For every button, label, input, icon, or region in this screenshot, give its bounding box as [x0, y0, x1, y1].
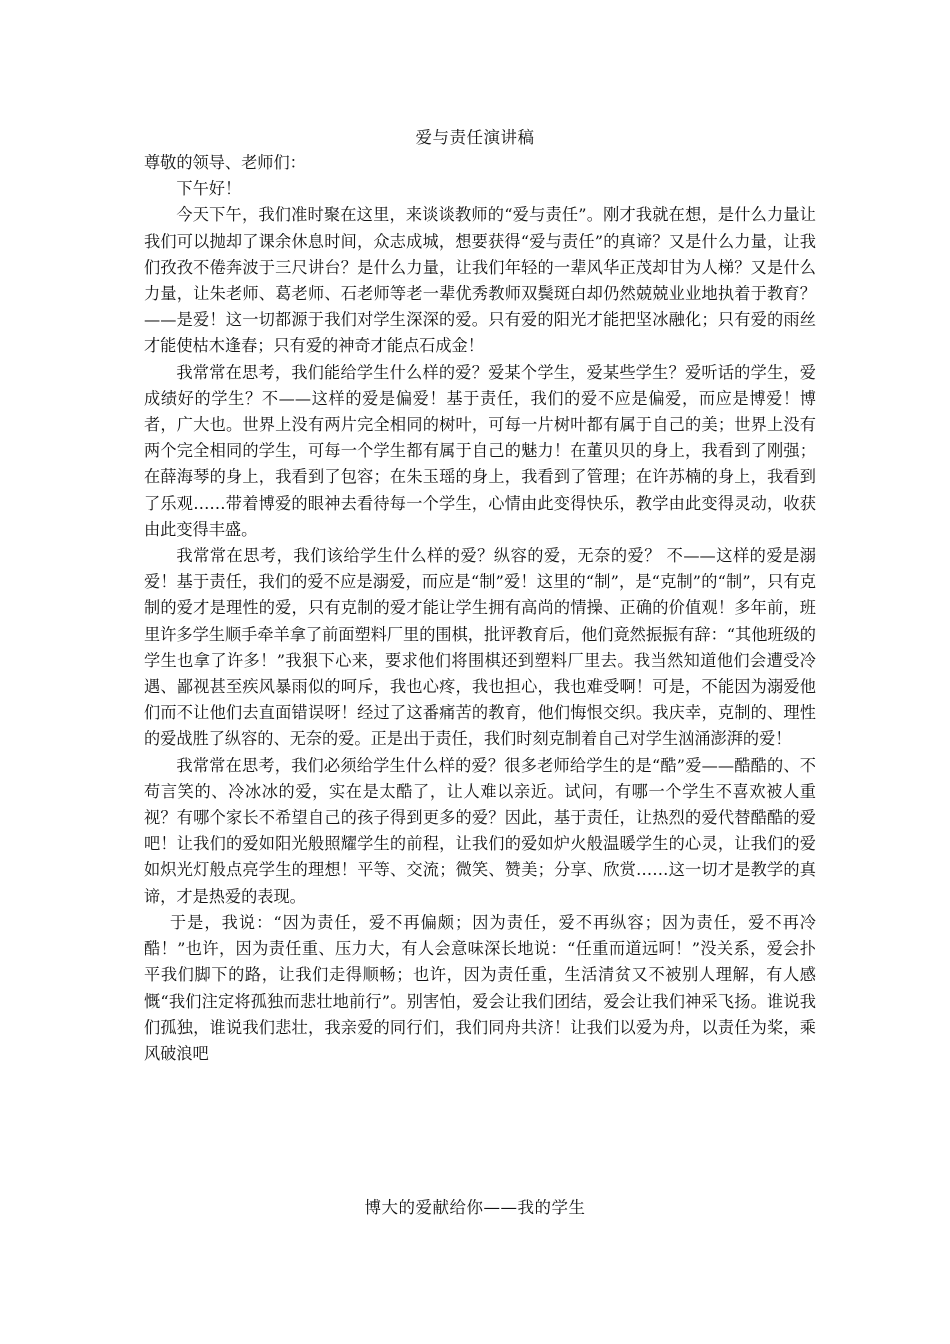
paragraph-2: 我常常在思考，我们能给学生什么样的爱？爱某个学生，爱某些学生？爱听话的学生，爱成绩好的学生？不——这样的爱是偏爱！基于责任，我们的爱不应是偏爱，而应是博爱！博者，广大也。世界上没有两片完全相同的树叶，可每一片树叶都有属于自己的美；世界上没有两个完全相同的学生，可每一个学生都有属于自己的魅力！在董贝贝的身上，我看到了刚强；在薛海琴的身上，我看到了包容；在朱玉瑶的身上，我看到了管理；在许苏楠的身上，我看到了乐观……带着博爱的眼神去看待每一个学生，心情由此变得快乐，教学由此变得灵动，收获由此变得丰盛。: [144, 362, 816, 539]
paragraph-5: 于是，我说：“因为责任，爱不再偏颇；因为责任，爱不再纵容；因为责任，爱不再冷酷！”也许，因为责任重、压力大，有人会意味深长地说：“任重而道远呵！”没关系，爱会扑平我们脚下的路，让我们走得顺畅；也许，因为责任重，生活清贫又不被别人理解，有人感慨“我们注定将孤独而悲壮地前行”。别害怕，爱会让我们团结，爱会让我们神采飞扬。谁说我们孤独，谁说我们悲壮，我亲爱的同行们，我们同舟共济！让我们以爱为舟，以责任为桨，乘风破浪吧: [144, 912, 816, 1063]
paragraph-1: 今天下午，我们准时聚在这里，来谈谈教师的“爱与责任”。刚才我就在想，是什么力量让我们可以抛却了课余休息时间，众志成城，想要获得“爱与责任”的真谛？又是什么力量，让我们孜孜不倦奔波于三尺讲台？是什么力量，让我们年轻的一辈风华正茂却甘为人梯？又是什么力量，让朱老师、葛老师、石老师等老一辈优秀教师双鬓斑白却仍然兢兢业业地执着于教育？——是爱！这一切都源于我们对学生深深的爱。只有爱的阳光才能把坚冰融化；只有爱的雨丝才能使枯木逢春；只有爱的神奇才能点石成金！: [144, 205, 816, 356]
document-body: [144, 150, 816, 1067]
paragraph-3: 我常常在思考，我们该给学生什么样的爱？纵容的爱，无奈的爱？ 不——这样的爱是溺爱！基于责任，我们的爱不应是溺爱，而应是“制”爱！这里的“制”，是“克制”的“制”，只有克制的爱才是理性的爱，只有克制的爱才能让学生拥有高尚的情操、正确的价值观！多年前，班里许多学生顺手牵羊拿了前面塑料厂里的围棋，批评教育后，他们竟然振振有辞：“其他班级的学生也拿了许多！”我狠下心来，要求他们将围棋还到塑料厂里去。我当然知道他们会遭受冷遇、鄙视甚至疾风暴雨似的呵斥，我也心疼，我也担心，我也难受啊！可是，不能因为溺爱他们而不让他们去直面错误呀！经过了这番痛苦的教育，他们悔恨交织。我庆幸，克制的、理性的爱战胜了纵容的、无奈的爱。正是出于责任，我们时刻克制着自己对学生汹涌澎湃的爱！: [144, 546, 816, 749]
document-title: 爱与责任演讲稿: [415, 128, 535, 147]
greeting: 下午好！: [176, 179, 242, 199]
paragraph-4: 我常常在思考，我们必须给学生什么样的爱？很多老师给学生的是“酷”爱——酷酷的、不苟言笑的、冷冰冰的爱，实在是太酷了，让人难以亲近。试问，有哪一个学生不喜欢被人重视？有哪个家长不希望自己的孩子得到更多的爱？因此，基于责任，让热烈的爱代替酷酷的爱吧！让我们的爱如阳光般照耀学生的前程，让我们的爱如炉火般温暖学生的心灵，让我们的爱如炽光灯般点亮学生的理想！平等、交流；微笑、赞美；分享、欣赏……这一切才是教学的真谛，才是热爱的表现。: [144, 755, 816, 906]
salutation: 尊敬的领导、老师们：: [144, 153, 306, 172]
next-section-title: 博大的爱献给你——我的学生: [364, 1198, 586, 1217]
